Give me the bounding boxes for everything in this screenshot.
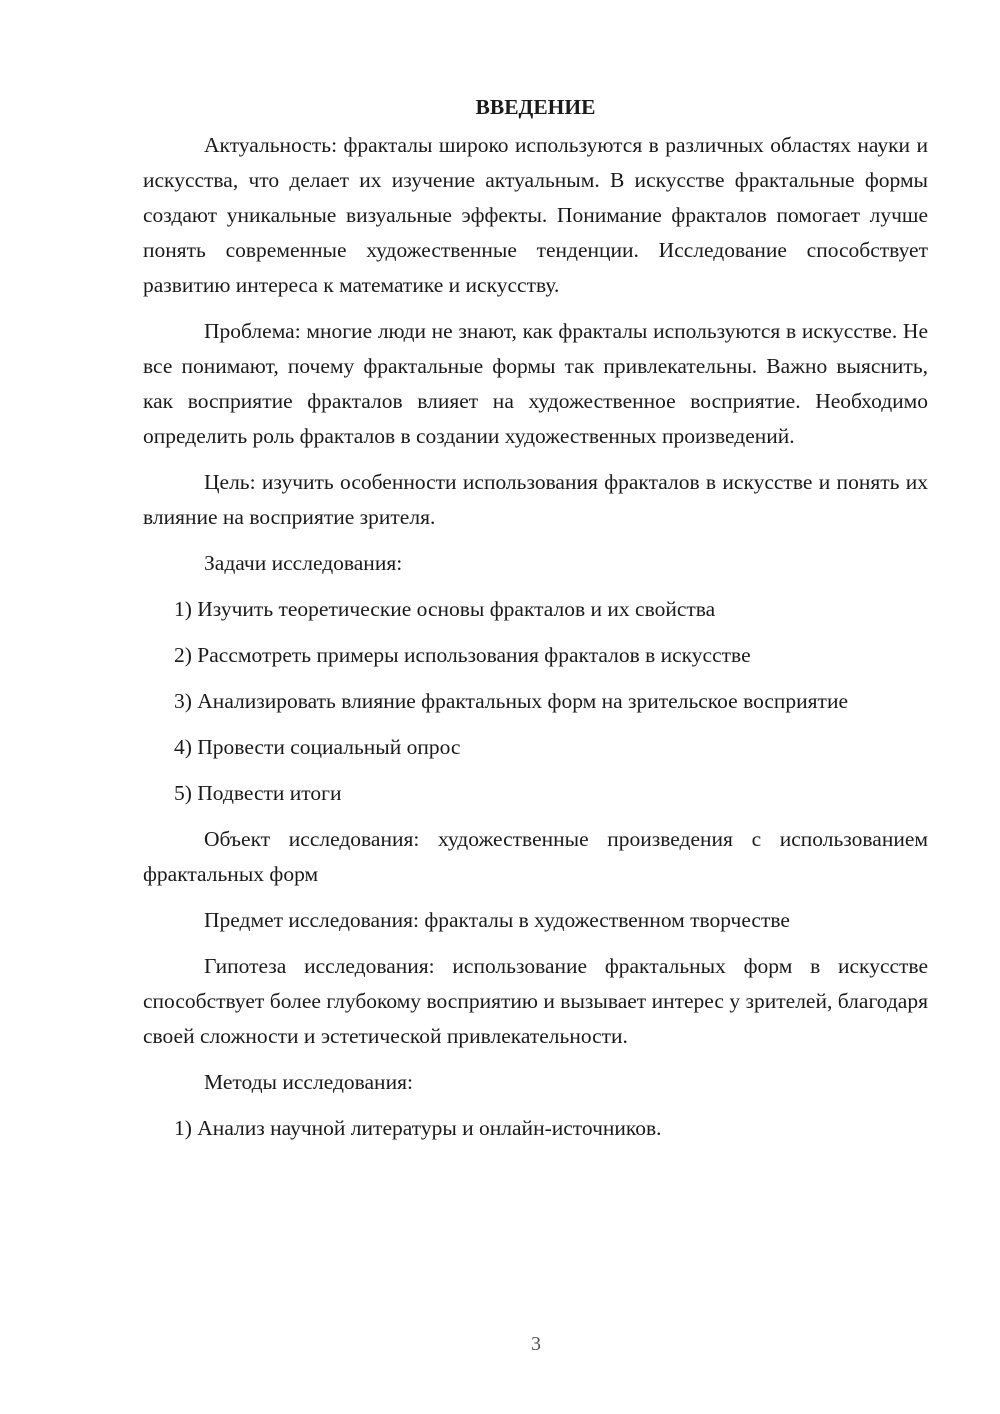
hypothesis-paragraph: Гипотеза исследования: использование фрактальных форм в искусстве способствует более глубокому восприятию и вызывает интерес у зрителей, благодаря своей сложности и эстетической привлекательности.	[143, 954, 928, 1048]
document-page	[143, 90, 928, 1157]
tasks-title: Задачи исследования:	[204, 551, 403, 575]
task-item-4: 4) Провести социальный опрос	[174, 735, 461, 759]
problem-paragraph: Проблема: многие люди не знают, как фракталы используются в искусстве. Не все понимают, почему фрактальные формы так привлекательны. Важно выяснить, как восприятие фракталов влияет на художественное восприятие. Необходимо определить роль фракталов в создании художественных произведений.	[143, 319, 928, 448]
goal-paragraph: Цель: изучить особенности использования фракталов в искусстве и понять их влияние на восприятие зрителя.	[143, 470, 928, 529]
relevance-paragraph: Актуальность: фракталы широко используются в различных областях науки и искусства, что делает их изучение актуальным. В искусстве фрактальные формы создают уникальные визуальные эффекты. Понимание фракталов помогает лучше понять современные художественные тенденции. Исследование способствует развитию интереса к математике и искусству.	[143, 133, 928, 297]
task-item-1: 1) Изучить теоретические основы фракталов и их свойства	[174, 597, 716, 621]
method-item-1: 1) Анализ научной литературы и онлайн-источников.	[174, 1116, 662, 1140]
object-paragraph: Объект исследования: художественные произведения с использованием фрактальных форм	[143, 827, 928, 886]
subject-paragraph: Предмет исследования: фракталы в художественном творчестве	[204, 908, 790, 932]
page-number: 3	[531, 1333, 541, 1355]
section-heading: ВВЕДЕНИЕ	[475, 95, 596, 119]
methods-title: Методы исследования:	[204, 1070, 413, 1094]
task-item-5: 5) Подвести итоги	[174, 781, 342, 805]
task-item-2: 2) Рассмотреть примеры использования фракталов в искусстве	[174, 643, 751, 667]
task-item-3: 3) Анализировать влияние фрактальных форм на зрительское восприятие	[174, 689, 849, 713]
